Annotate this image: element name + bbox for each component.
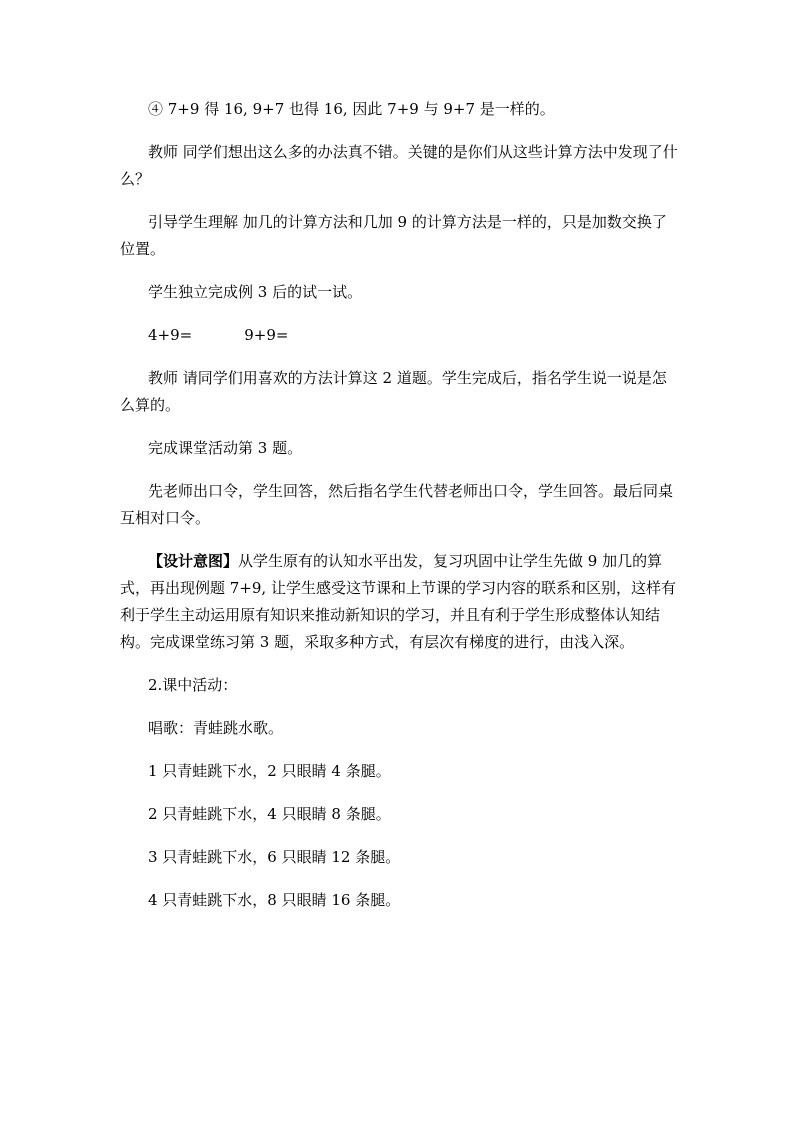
paragraph-song-title: 唱歌：青蛙跳水歌。 (148, 719, 284, 737)
paragraph-independent-practice: 学生独立完成例 3 后的试一试。 (148, 283, 363, 301)
design-intent-label: 【设计意图】 (148, 552, 239, 570)
paragraph-oral-commands: 先老师出口令，学生回答，然后指名学生代替老师出口令，学生回答。最后同桌互相对口令。 (120, 482, 674, 527)
equation-1: 4+9= (148, 326, 193, 344)
song-line-2: 2 只青蛙跳下水，4 只眼睛 8 条腿。 (148, 805, 391, 823)
paragraph-teacher-question: 教师 同学们想出这么多的办法真不错。关键的是你们从这些计算方法中发现了什么？ (120, 143, 678, 188)
song-line-3: 3 只青蛙跳下水，6 只眼睛 12 条腿。 (148, 848, 401, 866)
paragraph-equations (120, 322, 680, 349)
song-line-1: 1 只青蛙跳下水，2 只眼睛 4 条腿。 (148, 762, 391, 780)
equation-2: 9+9= (244, 326, 289, 344)
paragraph-design-intent (120, 548, 680, 656)
document-page (120, 96, 680, 914)
paragraph-teacher-instruction: 教师 请同学们用喜欢的方法计算这 2 道题。学生完成后，指名学生说一说是怎么算的。 (120, 369, 667, 414)
paragraph-mid-class-activity: 2.课中活动： (148, 676, 238, 694)
design-intent-text: 从学生原有的认知水平出发，复习巩固中让学生先做 9 加几的算式，再出现例题 7+9, 让学生感受这节课和上节课的学习内容的联系和区别，这样有利于学生主动运用原有知识来推动新知识的学习，并且有利于学生形成整体认知结构。完成课堂练习第 3 题，采取多种方式，有层次有梯度的进行，由浅入深。 (120, 552, 676, 651)
paragraph-classroom-activity: 完成课堂活动第 3 题。 (148, 439, 303, 457)
paragraph-observation-4: ④ 7+9 得 16, 9+7 也得 16, 因此 7+9 与 9+7 是一样的。 (148, 100, 555, 118)
song-line-4: 4 只青蛙跳下水，8 只眼睛 16 条腿。 (148, 891, 401, 909)
paragraph-guide-understanding: 引导学生理解 加几的计算方法和几加 9 的计算方法是一样的，只是加数交换了位置。 (120, 213, 667, 258)
